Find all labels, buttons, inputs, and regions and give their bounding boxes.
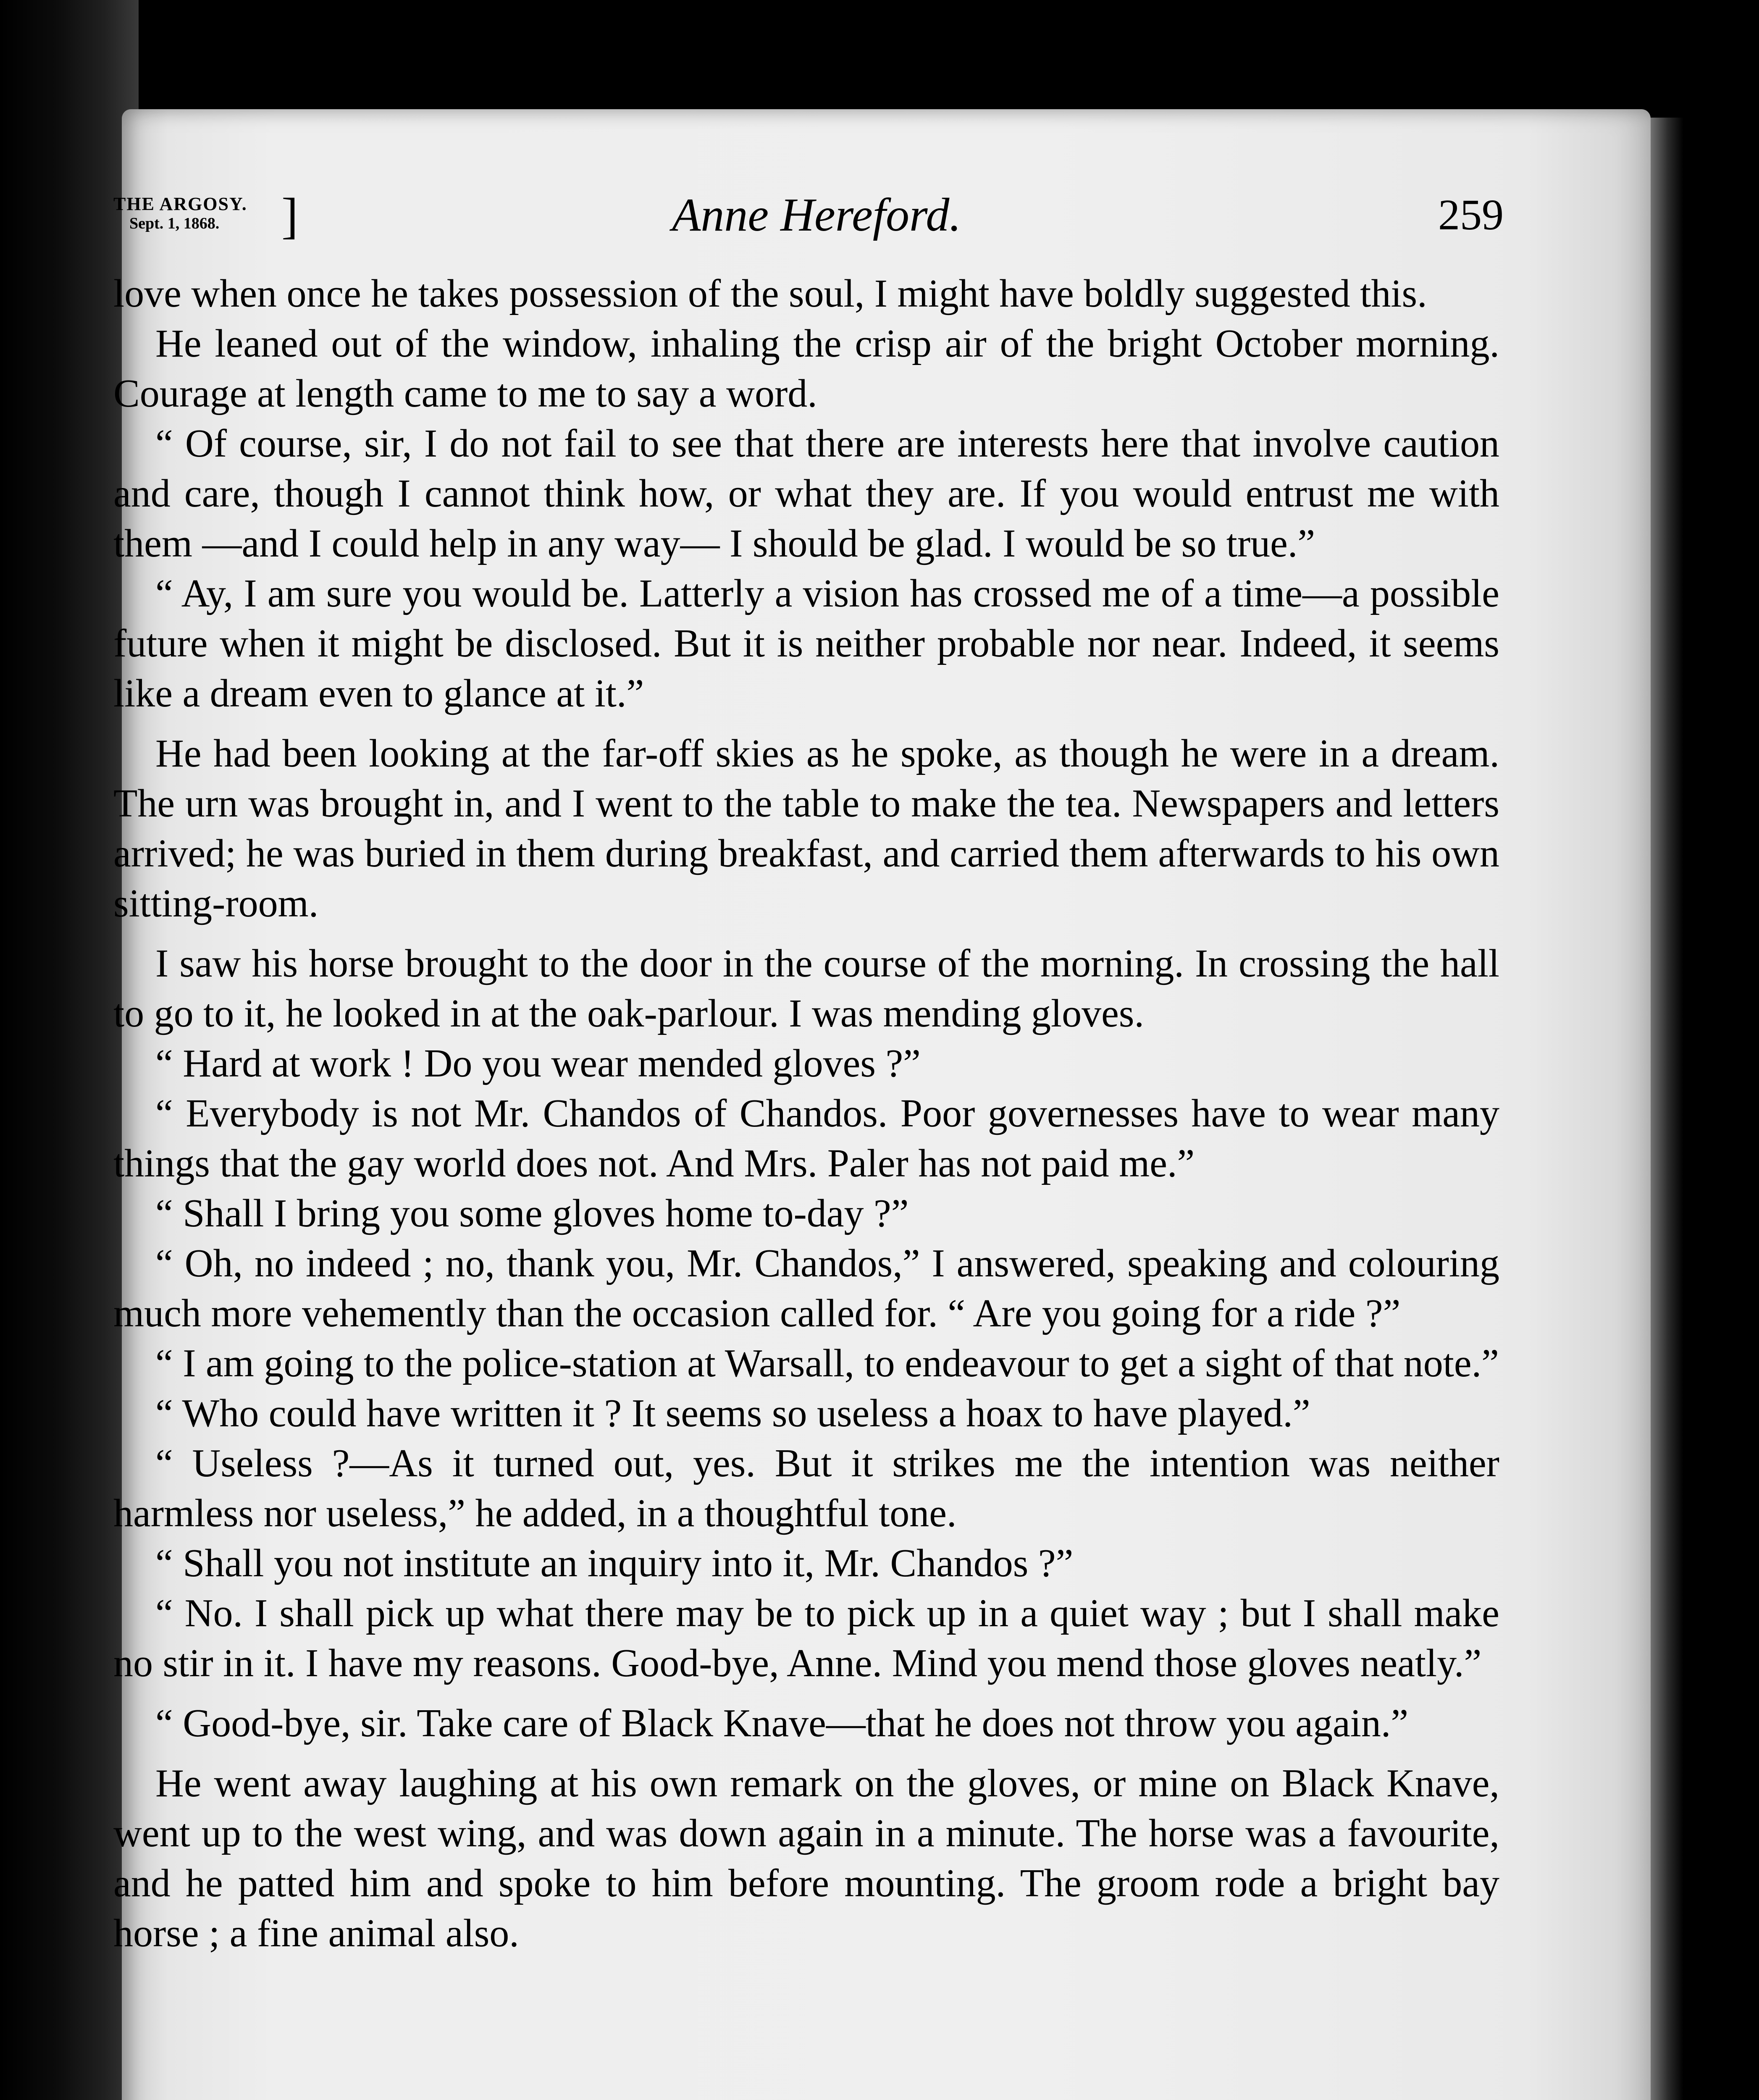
paragraph: “ No. I shall pick up what there may be to pick up in a quiet way ; but I shall make no stir in it. I have my reasons. Good-bye, Anne. Mind you mend those gloves neatly.” — [113, 1591, 1499, 1685]
paragraph: I saw his horse brought to the door in the course of the morning. In crossing the hall to go to it, he looked in at the oak-parlour. I was mending gloves. — [113, 942, 1499, 1035]
paragraph: love when once he takes possession of the soul, I might have boldly suggested this. — [113, 272, 1427, 315]
paragraph: “ Who could have written it ? It seems so useless a hoax to have played.” — [155, 1391, 1310, 1435]
paragraph: “ Useless ?—As it turned out, yes. But it strikes me the intention was neither harmless nor useless,” he added, in a thoughtful tone. — [113, 1441, 1499, 1535]
journal-date: Sept. 1, 1868. — [129, 215, 220, 232]
running-title: Anne Hereford. — [672, 189, 961, 241]
paragraph: He had been looking at the far-off skies as he spoke, as though he were in a dream. The urn was brought in, and I went to the table to make the tea. Newspapers and letters arrived; he was buried in them during breakfast, and carried them afterwards to his own sitting-room. — [113, 732, 1499, 925]
paragraph: “ Shall I bring you some gloves home to-day ?” — [155, 1192, 909, 1235]
page-header — [113, 185, 1504, 252]
header-bracket: ] — [281, 188, 298, 244]
journal-name: THE ARGOSY. — [113, 194, 247, 214]
paragraph: “ Everybody is not Mr. Chandos of Chandos. Poor governesses have to wear many things that the gay world does not. And Mrs. Paler has not paid me.” — [113, 1092, 1499, 1185]
paragraph: He leaned out of the window, inhaling the crisp air of the bright October morning. Courage at length came to me to say a word. — [113, 322, 1499, 415]
paragraph: “ Oh, no indeed ; no, thank you, Mr. Chandos,” I answered, speaking and colouring much more vehemently than the occasion called for. “ Are you going for a ride ?” — [113, 1242, 1499, 1335]
paragraph: “ Hard at work ! Do you wear mended gloves ?” — [155, 1042, 921, 1085]
paragraph: “ Ay, I am sure you would be. Latterly a vision has crossed me of a time—a possible future when it might be disclosed. But it is neither probable nor near. Indeed, it seems like a dream even to glance at it.” — [113, 572, 1499, 715]
journal-tag — [113, 188, 311, 244]
paragraph: “ Of course, sir, I do not fail to see that there are interests here that involve caution and care, though I cannot think how, or what they are. If you would entrust me with them —and I could help in any way— I should be glad. I would be so true.” — [113, 422, 1499, 565]
paragraph: “ Good-bye, sir. Take care of Black Knave—that he does not throw you again.” — [155, 1701, 1409, 1745]
paragraph: “ I am going to the police-station at Warsall, to endeavour to get a sight of that note.” — [155, 1341, 1499, 1385]
paragraph: “ Shall you not institute an inquiry into it, Mr. Chandos ?” — [155, 1541, 1074, 1585]
paragraph: He went away laughing at his own remark on the gloves, or mine on Black Knave, went up to the west wing, and was down again in a minute. The horse was a favourite, and he patted him and spoke to him before mounting. The groom rode a bright bay horse ; a fine animal also. — [113, 1761, 1499, 1955]
body-text — [113, 269, 1499, 1958]
page-edge — [1646, 118, 1683, 2100]
page-number: 259 — [1438, 191, 1504, 239]
